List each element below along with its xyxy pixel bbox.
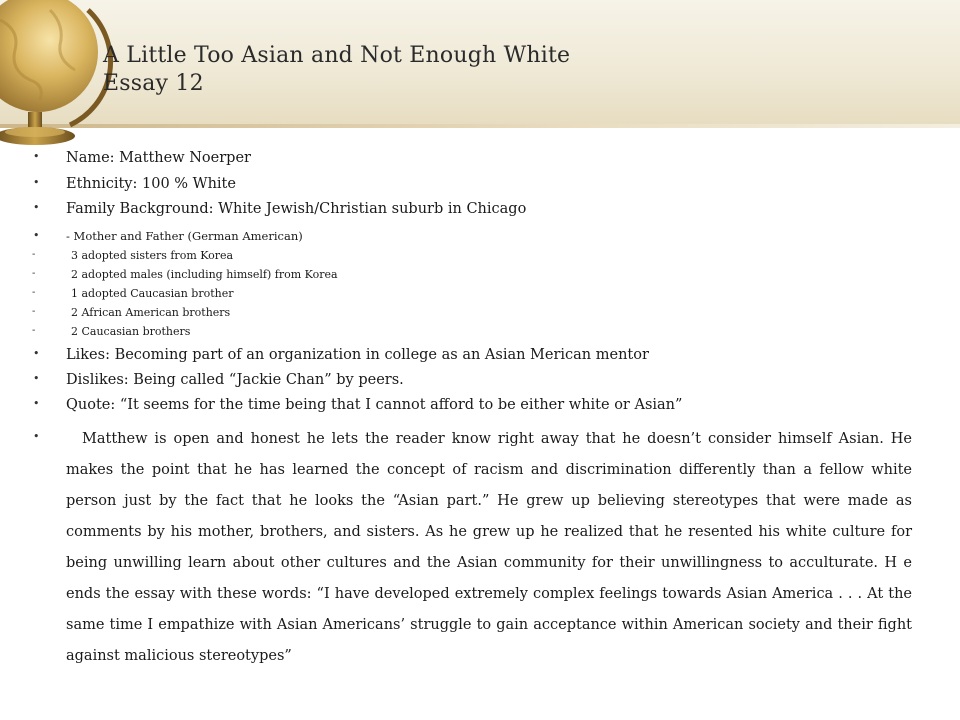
dash-icon: - bbox=[32, 287, 36, 298]
slide-subtitle: Essay 12 bbox=[103, 71, 204, 96]
dash-icon: - bbox=[32, 306, 36, 317]
name-text: Name: Matthew Noerper bbox=[66, 150, 251, 166]
ethnicity-text: Ethnicity: 100 % White bbox=[66, 176, 236, 192]
bullet-icon: • bbox=[33, 201, 40, 214]
bullet-icon: • bbox=[33, 397, 40, 410]
bullet-icon: • bbox=[33, 229, 40, 242]
bullet-icon: • bbox=[33, 150, 40, 163]
dislikes-text: Dislikes: Being called “Jackie Chan” by peers. bbox=[66, 372, 404, 388]
likes-text: Likes: Becoming part of an organization in college as an Asian Merican mentor bbox=[66, 347, 649, 363]
bullet-icon: • bbox=[33, 372, 40, 385]
family-list-text: 3 adopted sisters from Korea bbox=[71, 249, 234, 262]
dash-icon: - bbox=[32, 249, 36, 260]
family-list-text: 1 adopted Caucasian brother bbox=[71, 287, 234, 300]
family-list-text: 2 adopted males (including himself) from Korea bbox=[71, 268, 338, 281]
summary-paragraph: Matthew is open and honest he lets the reader know right away that he doesn’t consider himself Asian. He makes the point that he has learned the concept of racism and discrimination differently than a fellow white person just by the fact that he looks the “Asian part.” He grew up believing stereotypes that were made as comments by his mother, brothers, and sisters. As he grew up he realized that he resented his white culture for being unwilling learn about other cultures and the Asian community for their unwillingness to acculturate. H e ends the essay with these words: “I have developed extremely complex feelings towards Asian America . . . At the same time I empathize with Asian Americans’ struggle to gain acceptance within American society and their fight against malicious stereotypes” bbox=[66, 431, 912, 664]
dash-icon: - bbox=[32, 325, 36, 336]
quote-text: Quote: “It seems for the time being that I cannot afford to be either white or Asian” bbox=[66, 397, 683, 413]
bullet-icon: • bbox=[33, 430, 40, 443]
family-list-text: 2 Caucasian brothers bbox=[71, 325, 191, 338]
bullet-icon: • bbox=[33, 176, 40, 189]
family-background-text: Family Background: White Jewish/Christian suburb in Chicago bbox=[66, 201, 527, 217]
bullet-icon: • bbox=[33, 347, 40, 360]
family-list-text: 2 African American brothers bbox=[71, 306, 231, 319]
slide-title: A Little Too Asian and Not Enough White bbox=[103, 43, 571, 68]
parents-text: - Mother and Father (German American) bbox=[66, 229, 303, 243]
dash-icon: - bbox=[32, 268, 36, 279]
